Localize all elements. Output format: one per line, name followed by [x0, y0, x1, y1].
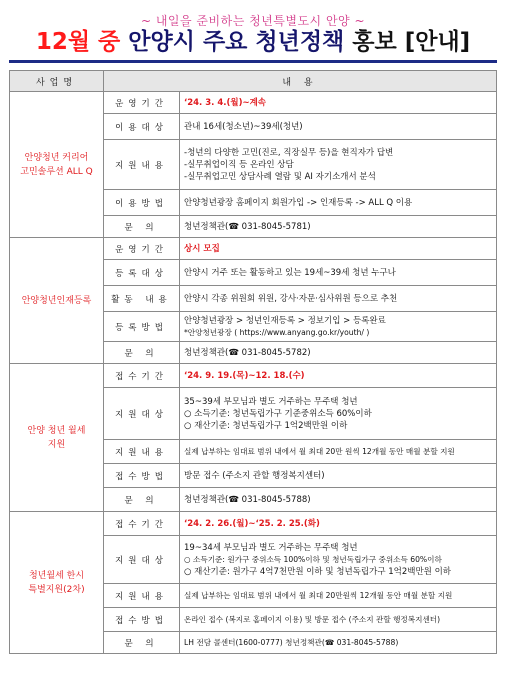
program-name: 안양청년 커리어 고민솔루션 ALL Q — [10, 92, 104, 238]
value-line: 안양시 거주 또는 활동하고 있는 19세~39세 청년 누구나 — [184, 267, 396, 278]
value-line: 청년정책관(☎ 031-8045-5782) — [184, 347, 311, 358]
row-label: 문 의 — [104, 632, 180, 654]
value-line: -청년의 다양한 고민(진로, 직장실무 등)을 현직자가 답변 — [184, 147, 394, 158]
value-line: 안양청년광장 > 청년인재등록 > 정보기입 > 등록완료 — [184, 315, 386, 326]
title-divider — [9, 60, 497, 63]
row-value — [180, 114, 497, 140]
value-line: *안양청년광장 ( https://www.anyang.go.kr/youth/ ) — [184, 327, 370, 337]
row-label: 이용방법 — [104, 190, 180, 216]
row-value — [180, 238, 497, 260]
row-label: 지원내용 — [104, 584, 180, 608]
title-main: 안양시 주요 청년정책 — [128, 29, 345, 55]
row-value — [180, 140, 497, 190]
row-label: 운영기간 — [104, 238, 180, 260]
value-line: 관내 16세(청소년)~39세(청년) — [184, 121, 303, 132]
value-line: 안양청년광장 홈페이지 회원가입 -> 인재등록 -> ALL Q 이용 — [184, 197, 413, 208]
program-name: 청년월세 한시 특별지원(2차) — [10, 512, 104, 654]
program-name: 안양청년인재등록 — [10, 238, 104, 364]
value-line: ‘24. 2. 26.(월)~‘25. 2. 25.(화) — [184, 518, 320, 529]
value-line: ○ 재산기준: 원가구 4억7천만원 이하 및 청년독립가구 1억2백만원 이하 — [184, 566, 452, 577]
value-line: 청년정책관(☎ 031-8045-5781) — [184, 221, 311, 232]
program-name: 안양 청년 월세 지원 — [10, 364, 104, 512]
row-value — [180, 388, 497, 440]
page-title — [0, 27, 506, 57]
value-line: 온라인 접수 (복지로 홈페이지 이용) 및 방문 접수 (주소지 관할 행정복지센터) — [184, 614, 441, 624]
row-label: 등록대상 — [104, 260, 180, 286]
row-value — [180, 312, 497, 342]
row-value — [180, 342, 497, 364]
value-line: 청년정책관(☎ 031-8045-5788) — [184, 494, 311, 505]
row-label: 문 의 — [104, 216, 180, 238]
row-value — [180, 364, 497, 388]
value-line: 방문 접수 (주소지 관할 행정복지센터) — [184, 470, 325, 481]
row-value — [180, 512, 497, 536]
table-row — [10, 92, 497, 114]
row-label: 접수기간 — [104, 364, 180, 388]
row-value — [180, 190, 497, 216]
row-value — [180, 536, 497, 584]
row-value — [180, 488, 497, 512]
subtitle: ~ 내일을 준비하는 청년특별도시 안양 ~ — [140, 14, 366, 28]
row-value — [180, 440, 497, 464]
table-header-row — [10, 71, 497, 92]
row-label: 지원대상 — [104, 388, 180, 440]
table-row — [10, 238, 497, 260]
row-label: 접수방법 — [104, 464, 180, 488]
row-label: 문 의 — [104, 488, 180, 512]
row-label: 등록방법 — [104, 312, 180, 342]
row-value — [180, 92, 497, 114]
value-line: 35~39세 부모님과 별도 거주하는 무주택 청년 — [184, 396, 358, 407]
col-program-header: 사업명 — [10, 71, 104, 92]
row-label: 활동 내용 — [104, 286, 180, 312]
title-notice: 홍보 [안내] — [352, 29, 471, 55]
row-label: 지원대상 — [104, 536, 180, 584]
value-line: 19~34세 부모님과 별도 거주하는 무주택 청년 — [184, 542, 358, 553]
row-value — [180, 608, 497, 632]
value-line: 상시 모집 — [184, 243, 220, 254]
row-value — [180, 632, 497, 654]
value-line: -실무취업고민 상담사례 열람 및 AI 자기소개서 분석 — [184, 171, 376, 182]
value-line: ‘24. 9. 19.(목)~12. 18.(수) — [184, 370, 305, 381]
row-value — [180, 464, 497, 488]
row-value — [180, 260, 497, 286]
row-label: 접수방법 — [104, 608, 180, 632]
value-line: ○ 소득기준: 원가구 중위소득 100%이하 및 청년독립가구 중위소득 60%이하 — [184, 554, 442, 564]
value-line: ‘24. 3. 4.(월)~계속 — [184, 97, 267, 108]
value-line: 실제 납부하는 임대료 범위 내에서 월 최대 20만 원씩 12개월 동안 매월 분할 지원 — [184, 446, 455, 456]
value-line: ○ 재산기준: 청년독립가구 1억2백만원 이하 — [184, 420, 348, 431]
policy-table — [9, 70, 497, 654]
value-line: 안양시 각종 위원회 위원, 강사·자문·심사위원 등으로 추천 — [184, 293, 398, 304]
col-content-header: 내 용 — [104, 71, 497, 92]
value-line: LH 전담 콜센터(1600-0777) 청년정책관(☎ 031-8045-5788) — [184, 637, 399, 647]
row-label: 이용대상 — [104, 114, 180, 140]
table-row — [10, 364, 497, 388]
row-label: 접수기간 — [104, 512, 180, 536]
value-line: 실제 납부하는 임대료 범위 내에서 월 최대 20만원씩 12개월 동안 매월 분할 지원 — [184, 590, 453, 600]
value-line: -실무취업이직 등 온라인 상담 — [184, 159, 294, 170]
row-value — [180, 216, 497, 238]
row-value — [180, 286, 497, 312]
row-label: 지원내용 — [104, 140, 180, 190]
row-value — [180, 584, 497, 608]
row-label: 지원내용 — [104, 440, 180, 464]
value-line: ○ 소득기준: 청년독립가구 기준중위소득 60%이하 — [184, 408, 372, 419]
row-label: 운영기간 — [104, 92, 180, 114]
row-label: 문 의 — [104, 342, 180, 364]
table-row — [10, 512, 497, 536]
title-month: 12월 중 — [35, 29, 121, 55]
